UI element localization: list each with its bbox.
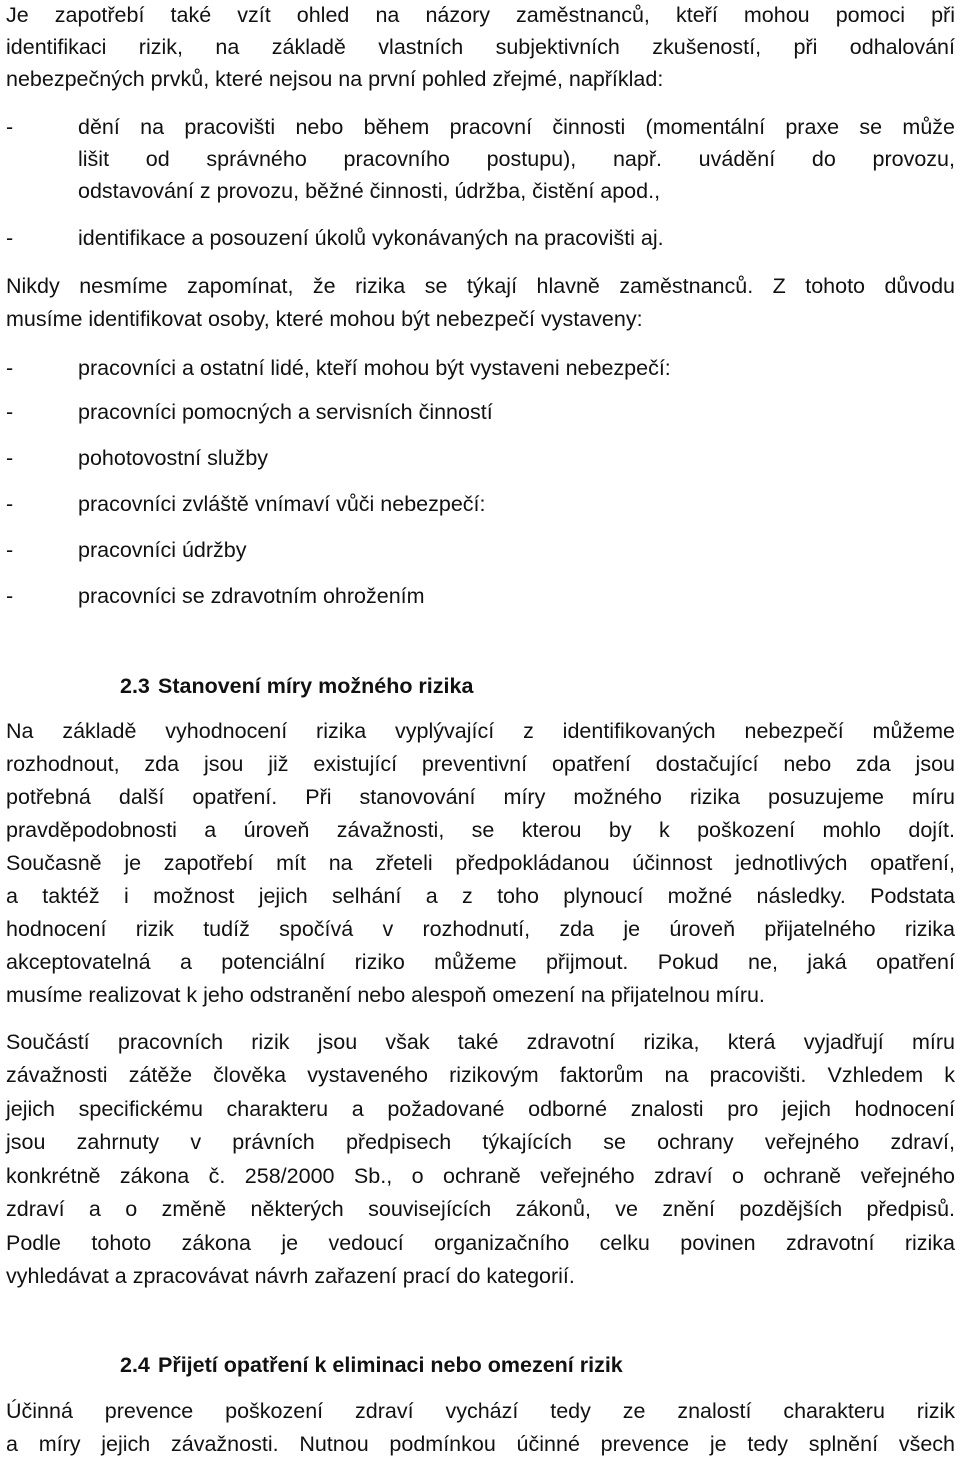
list-dash: - — [6, 538, 14, 562]
list-dash: - — [6, 584, 14, 608]
list-item-text: pohotovostní služby — [78, 446, 269, 470]
paragraph-line: a taktéž i možnost jejich selhání a z toho plynoucí možné následky. Podstata — [6, 884, 955, 908]
intro-line: identifikaci rizik, na základě vlastních subjektivních zkušeností, při odhalování — [6, 35, 955, 59]
paragraph-line: Nikdy nesmíme zapomínat, že rizika se týkají hlavně zaměstnanců. Z tohoto důvodu — [6, 274, 955, 298]
list-item-text: identifikace a posouzení úkolů vykonávaných na pracovišti aj. — [78, 226, 664, 250]
section-number: 2.3 — [120, 674, 150, 698]
section-heading — [120, 671, 473, 701]
list-dash: - — [6, 115, 14, 139]
paragraph-line: Součástí pracovních rizik jsou však také zdravotní rizika, která vyjadřují míru — [6, 1030, 955, 1054]
paragraph-line: závažnosti zátěže člověka vystaveného rizikovým faktorům na pracovišti. Vzhledem k — [6, 1063, 955, 1087]
list-dash: - — [6, 400, 14, 424]
paragraph-line: musíme identifikovat osoby, které mohou být nebezpečí vystaveny: — [6, 307, 643, 331]
section-title: Přijetí opatření k eliminaci nebo omezení rizik — [158, 1353, 623, 1377]
section-title: Stanovení míry možného rizika — [158, 674, 474, 698]
list-item-text: pracovníci údržby — [78, 538, 247, 562]
list-item-text: pracovníci a ostatní lidé, kteří mohou být vystaveni nebezpečí: — [78, 356, 671, 380]
paragraph-line: Současně je zapotřebí mít na zřeteli předpokládanou účinnost jednotlivých opatření, — [6, 851, 955, 875]
paragraph-line: musíme realizovat k jeho odstranění nebo alespoň omezení na přijatelnou míru. — [6, 983, 765, 1007]
paragraph-line: a míry jejich závažnosti. Nutnou podmínkou účinné prevence je tedy splnění všech — [6, 1432, 955, 1456]
list-item-continuation: lišit od správného pracovního postupu), např. uvádění do provozu, — [78, 147, 955, 171]
paragraph-line: rozhodnout, zda jsou již existující preventivní opatření dostačující nebo zda jsou — [6, 752, 955, 776]
paragraph-line: vyhledávat a zpracovávat návrh zařazení prací do kategorií. — [6, 1264, 575, 1288]
list-item-text: dění na pracovišti nebo během pracovní činnosti (momentální praxe se může — [78, 115, 955, 139]
paragraph-line: Účinná prevence poškození zdraví vychází tedy ze znalostí charakteru rizik — [6, 1399, 955, 1423]
list-item-text: pracovníci zvláště vnímaví vůči nebezpečí: — [78, 492, 486, 516]
paragraph-line: akceptovatelná a potenciální riziko můžeme přijmout. Pokud ne, jaká opatření — [6, 950, 955, 974]
list-item-text: pracovníci se zdravotním ohrožením — [78, 584, 425, 608]
list-dash: - — [6, 446, 14, 470]
list-item-text: pracovníci pomocných a servisních činností — [78, 400, 493, 424]
paragraph-line: Podle tohoto zákona je vedoucí organizačního celku povinen zdravotní rizika — [6, 1231, 955, 1255]
paragraph-line: pravděpodobnosti a úroveň závažnosti, se kterou by k poškození mohlo dojít. — [6, 818, 955, 842]
paragraph-line: Na základě vyhodnocení rizika vyplývající z identifikovaných nebezpečí můžeme — [6, 719, 955, 743]
list-dash: - — [6, 492, 14, 516]
list-dash: - — [6, 226, 14, 250]
intro-line: nebezpečných prvků, které nejsou na první pohled zřejmé, například: — [6, 67, 664, 91]
section-number: 2.4 — [120, 1353, 150, 1377]
intro-line: Je zapotřebí také vzít ohled na názory zaměstnanců, kteří mohou pomoci při — [6, 3, 955, 27]
paragraph-line: zdraví a o změně některých souvisejících zákonů, ve znění pozdějších předpisů. — [6, 1197, 955, 1221]
list-dash: - — [6, 356, 14, 380]
paragraph-line: hodnocení rizik tudíž spočívá v rozhodnutí, zda je úroveň přijatelného rizika — [6, 917, 955, 941]
section-heading — [120, 1350, 623, 1380]
paragraph-line: jejich specifickému charakteru a požadované odborné znalosti pro jejich hodnocení — [6, 1097, 955, 1121]
paragraph-line: jsou zahrnuty v právních předpisech týkajících se ochrany veřejného zdraví, — [6, 1130, 955, 1154]
list-item-continuation: odstavování z provozu, běžné činnosti, údržba, čistění apod., — [78, 179, 661, 203]
paragraph-line: potřebná další opatření. Při stanovování míry možného rizika posuzujeme míru — [6, 785, 955, 809]
paragraph-line: konkrétně zákona č. 258/2000 Sb., o ochraně veřejného zdraví o ochraně veřejného — [6, 1164, 955, 1188]
